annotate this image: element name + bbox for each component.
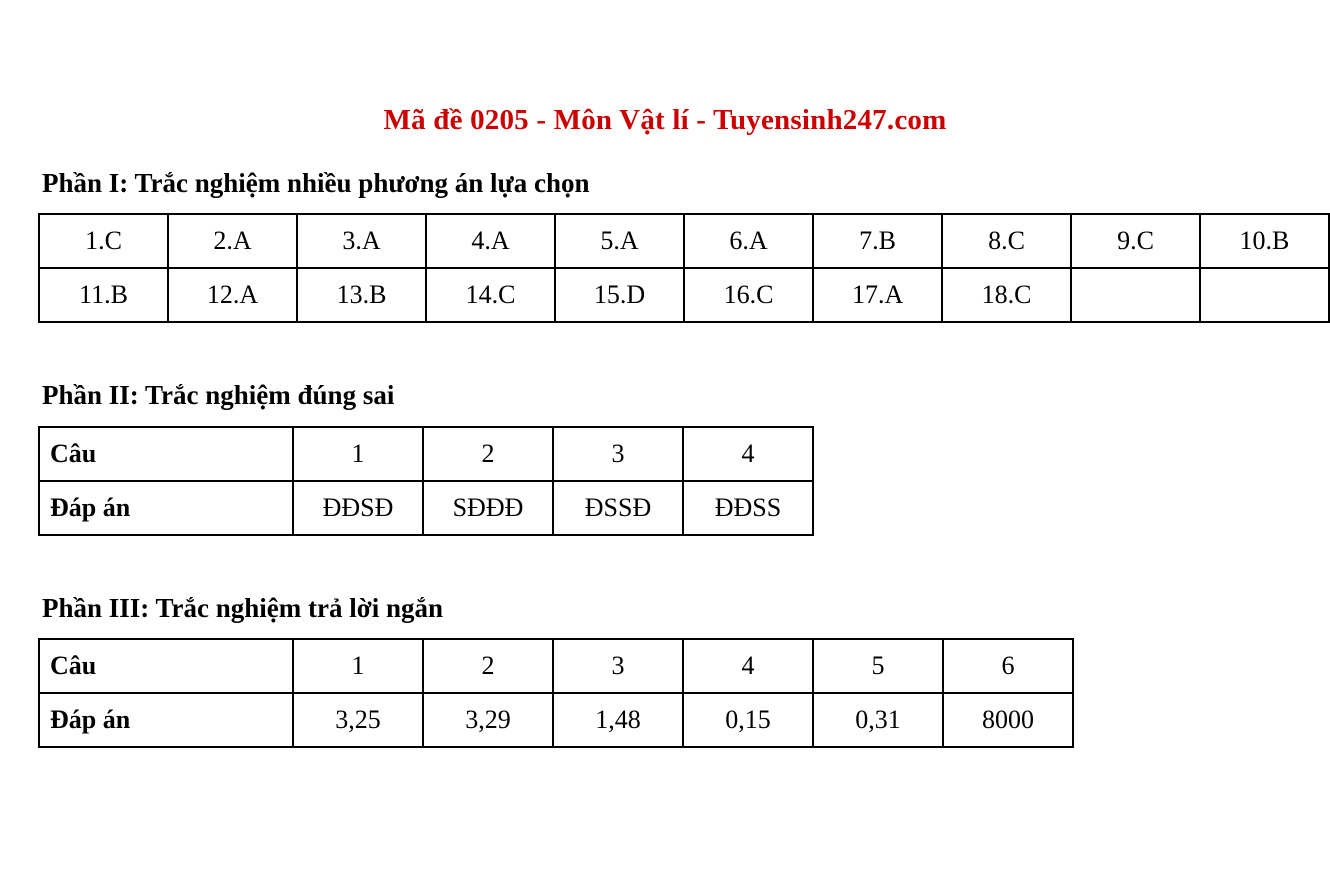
table-row bbox=[39, 639, 1073, 693]
question-number: 5 bbox=[813, 639, 943, 693]
answer-cell-empty bbox=[1071, 268, 1200, 322]
answer-cell: 5.A bbox=[555, 214, 684, 268]
answer-cell: 8.C bbox=[942, 214, 1071, 268]
answer-cell: 17.A bbox=[813, 268, 942, 322]
section-heading-part1: Phần I: Trắc nghiệm nhiều phương án lựa chọn bbox=[42, 167, 590, 198]
answer-cell: 4.A bbox=[426, 214, 555, 268]
question-number: 3 bbox=[553, 427, 683, 481]
answer-cell: 0,15 bbox=[683, 693, 813, 747]
question-number: 6 bbox=[943, 639, 1073, 693]
answer-cell: 12.A bbox=[168, 268, 297, 322]
answers-table-part2 bbox=[38, 426, 814, 536]
answer-cell: 2.A bbox=[168, 214, 297, 268]
question-number: 1 bbox=[293, 639, 423, 693]
question-number: 2 bbox=[423, 427, 553, 481]
answer-cell: 7.B bbox=[813, 214, 942, 268]
answer-cell: 11.B bbox=[39, 268, 168, 322]
answer-cell: 3.A bbox=[297, 214, 426, 268]
answer-cell-empty bbox=[1200, 268, 1329, 322]
question-number: 4 bbox=[683, 639, 813, 693]
answer-cell: ĐĐSS bbox=[683, 481, 813, 535]
question-number: 4 bbox=[683, 427, 813, 481]
question-number: 2 bbox=[423, 639, 553, 693]
answer-cell: 3,29 bbox=[423, 693, 553, 747]
answers-table-part3 bbox=[38, 638, 1074, 748]
answer-cell: 14.C bbox=[426, 268, 555, 322]
row-label-question: Câu bbox=[39, 639, 293, 693]
answers-table-part1 bbox=[38, 213, 1330, 323]
answer-cell: 1.C bbox=[39, 214, 168, 268]
table-row bbox=[39, 693, 1073, 747]
section-heading-part2: Phần II: Trắc nghiệm đúng sai bbox=[42, 380, 395, 411]
answer-cell: 6.A bbox=[684, 214, 813, 268]
answer-cell: 0,31 bbox=[813, 693, 943, 747]
answer-cell: 15.D bbox=[555, 268, 684, 322]
answer-cell: 9.C bbox=[1071, 214, 1200, 268]
table-row bbox=[39, 427, 813, 481]
answer-cell: 13.B bbox=[297, 268, 426, 322]
answer-cell: ĐSSĐ bbox=[553, 481, 683, 535]
answer-cell: SĐĐĐ bbox=[423, 481, 553, 535]
answer-cell: 8000 bbox=[943, 693, 1073, 747]
row-label-question: Câu bbox=[39, 427, 293, 481]
table-row bbox=[39, 481, 813, 535]
answer-cell: 1,48 bbox=[553, 693, 683, 747]
row-label-answer: Đáp án bbox=[39, 693, 293, 747]
row-label-answer: Đáp án bbox=[39, 481, 293, 535]
answer-cell: 10.B bbox=[1200, 214, 1329, 268]
table-row bbox=[39, 268, 1329, 322]
table-row bbox=[39, 214, 1329, 268]
question-number: 3 bbox=[553, 639, 683, 693]
answer-cell: 18.C bbox=[942, 268, 1071, 322]
page-title: Mã đề 0205 - Môn Vật lí - Tuyensinh247.com bbox=[383, 104, 947, 136]
section-heading-part3: Phần III: Trắc nghiệm trả lời ngắn bbox=[42, 592, 443, 623]
answer-cell: 3,25 bbox=[293, 693, 423, 747]
answer-cell: 16.C bbox=[684, 268, 813, 322]
answer-cell: ĐĐSĐ bbox=[293, 481, 423, 535]
question-number: 1 bbox=[293, 427, 423, 481]
